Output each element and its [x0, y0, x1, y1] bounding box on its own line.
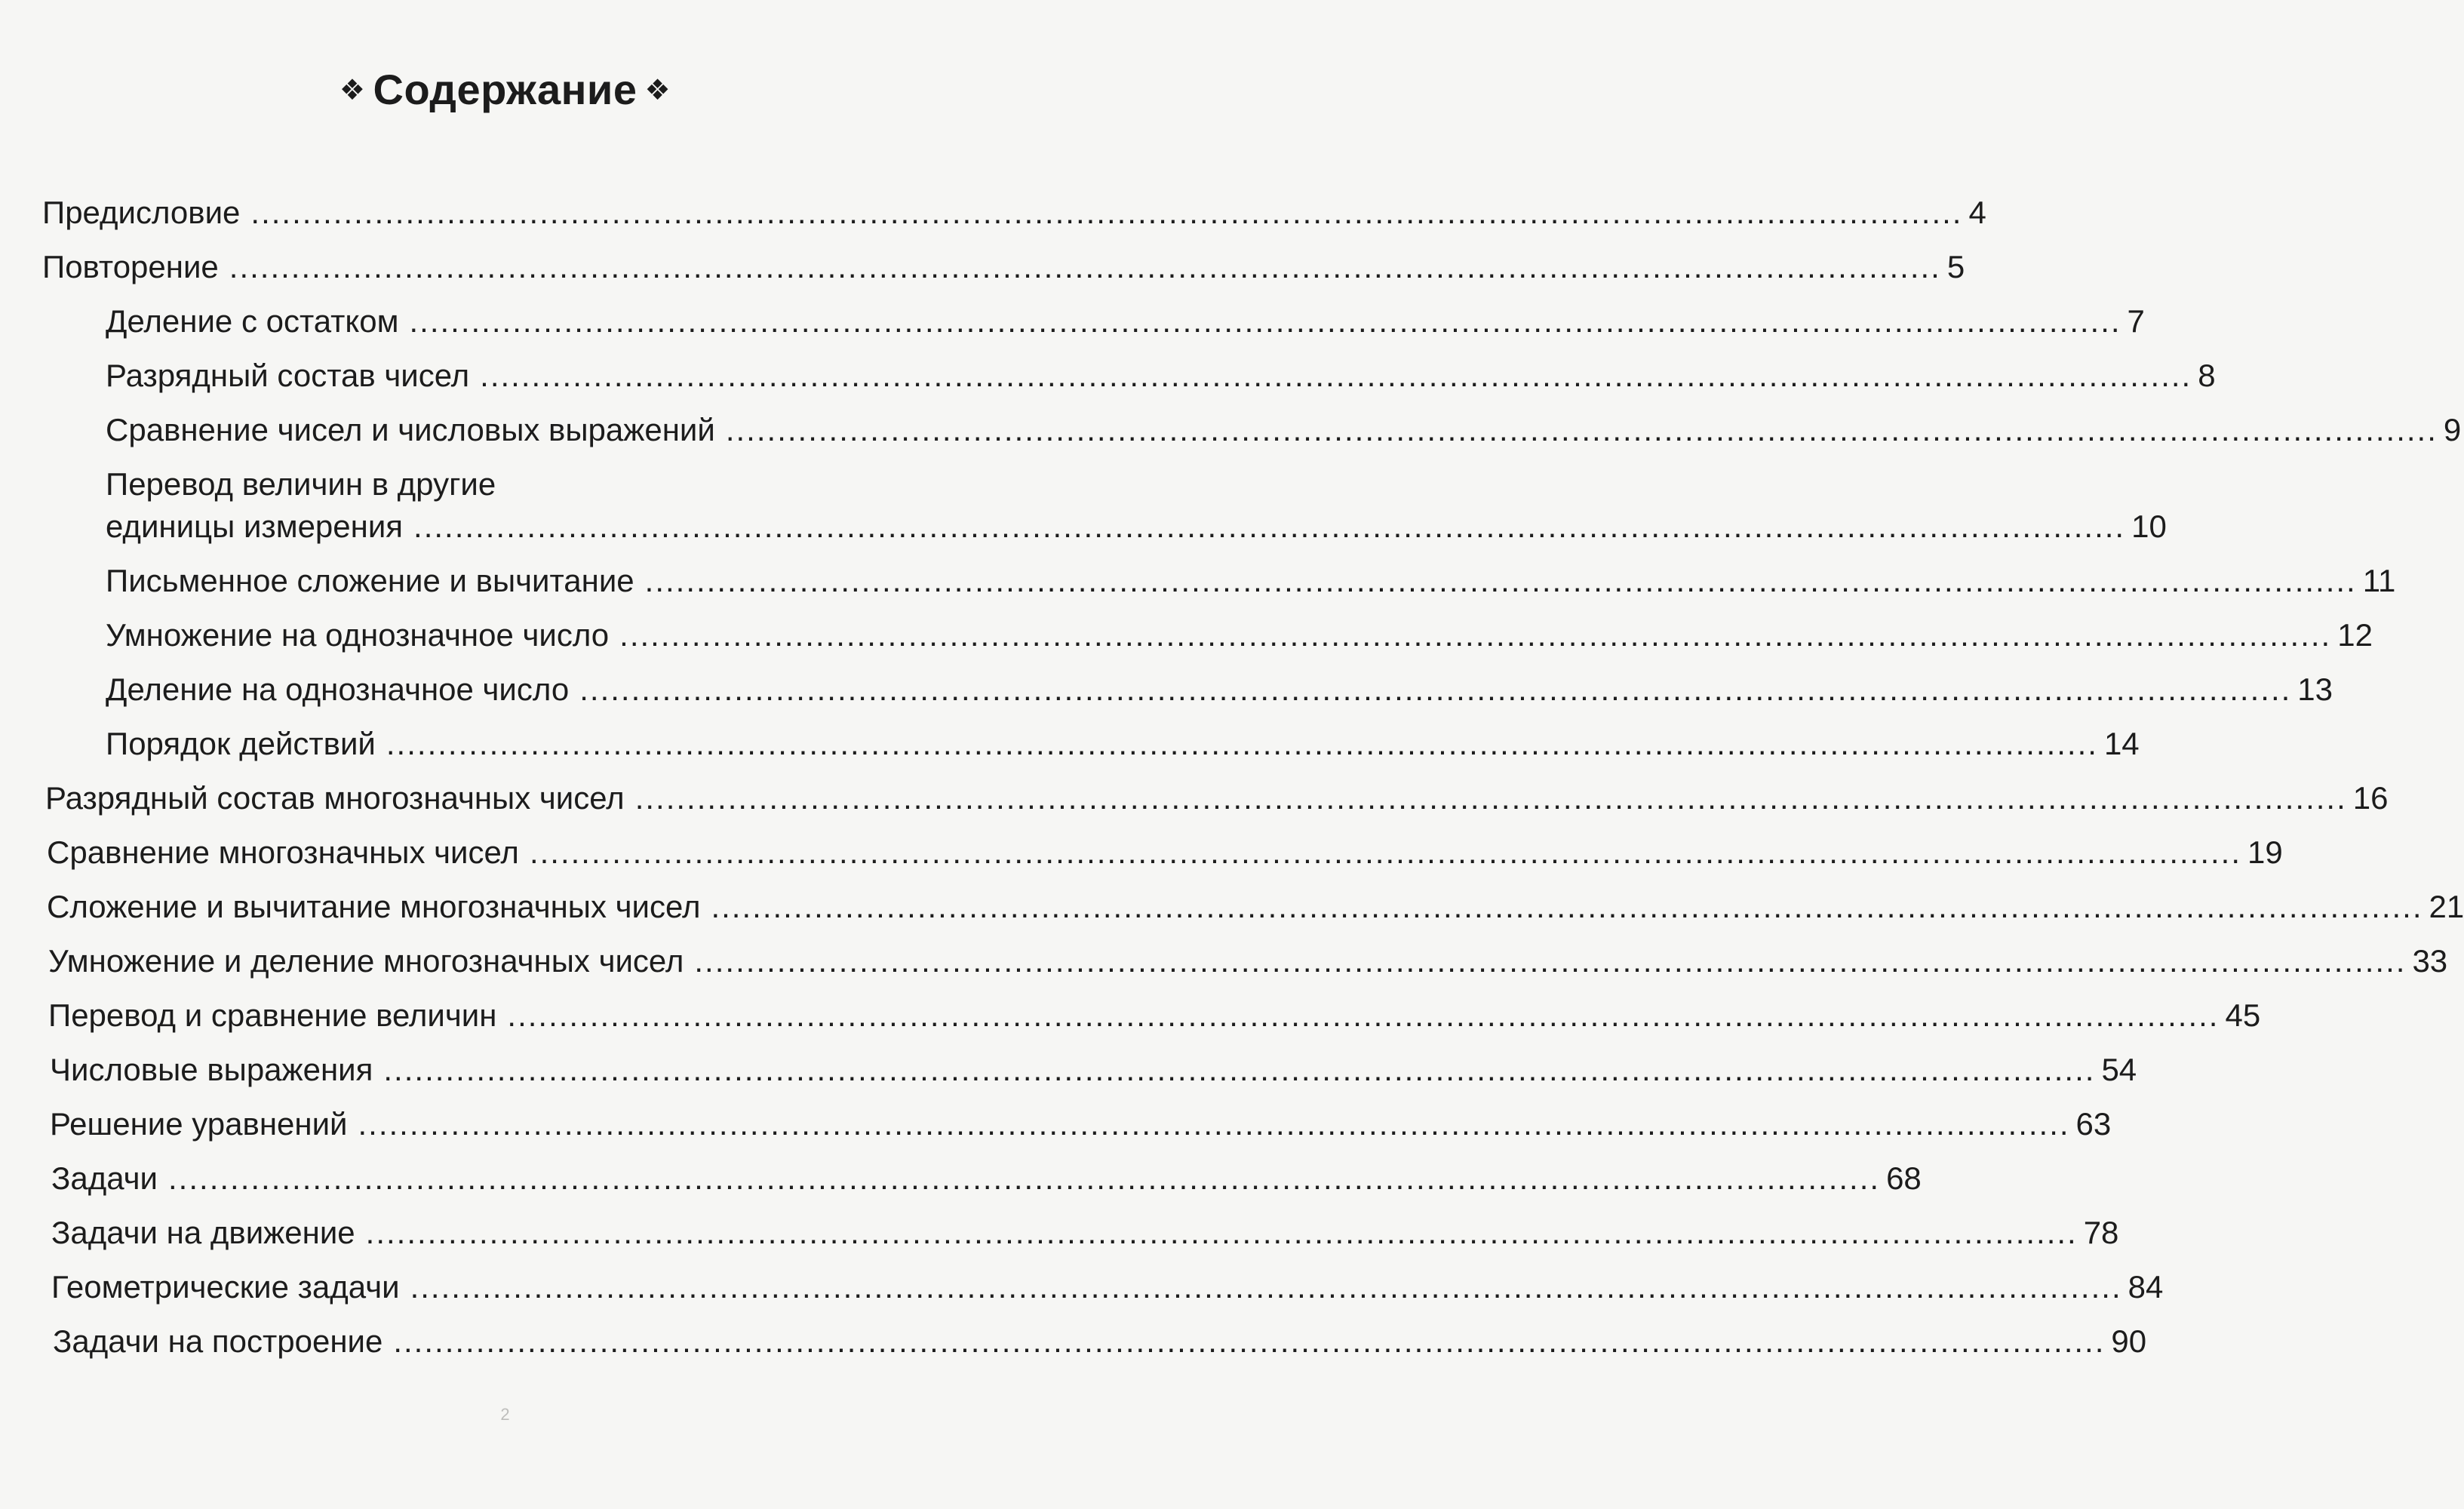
toc-entry-page: 33: [2412, 943, 2448, 979]
toc-entry[interactable]: [42, 192, 1986, 234]
toc-entry-label: Порядок действий: [106, 726, 376, 761]
toc-entry-label: Умножение и деление многозначных чисел: [48, 943, 684, 979]
dot-leader: ......................................................................................................................................................................: [250, 195, 1963, 230]
toc-entry[interactable]: [106, 506, 2167, 548]
dot-leader: ......................................................................................................................................................................: [725, 412, 2438, 447]
toc-entry[interactable]: [53, 1320, 2147, 1363]
toc-entry[interactable]: [48, 940, 2448, 982]
toc-entry-label: Сравнение многозначных чисел: [47, 834, 519, 870]
toc-entry[interactable]: [106, 614, 2373, 656]
dot-leader: ......................................................................................................................................................................: [410, 1269, 2122, 1305]
toc-entry-page: 16: [2352, 780, 2389, 816]
toc-entry[interactable]: [106, 300, 2145, 343]
dot-leader: ......................................................................................................................................................................: [229, 249, 1941, 284]
toc-entry[interactable]: [50, 1049, 2137, 1091]
toc-entry-page: 7: [2127, 303, 2145, 339]
dot-leader: ......................................................................................................................................................................: [168, 1160, 1881, 1196]
toc-entry-label: Числовые выражения: [50, 1052, 373, 1087]
toc-entry-label: Предисловие: [42, 195, 241, 230]
toc-entry-page: 4: [1968, 195, 1986, 230]
toc-entry-page: 54: [2101, 1052, 2137, 1087]
toc-entry-page: 14: [2103, 726, 2140, 761]
dot-leader: ......................................................................................................................................................................: [529, 834, 2241, 870]
toc-entry[interactable]: [42, 246, 1965, 288]
toc-entry-label: Деление на однозначное число: [106, 672, 570, 707]
toc-entry[interactable]: [50, 1103, 2112, 1145]
toc-entry-label: Повторение: [42, 249, 219, 284]
toc-entry-page: 21: [2429, 889, 2464, 924]
toc-entry-page: 8: [2198, 358, 2216, 393]
toc-entry[interactable]: [51, 1157, 1922, 1200]
toc-entry-page: 63: [2075, 1106, 2112, 1142]
toc-entry[interactable]: [106, 668, 2333, 711]
toc-entry-label: Сложение и вычитание многозначных чисел: [47, 889, 701, 924]
toc-entry-page: 84: [2128, 1269, 2164, 1305]
dot-leader: ......................................................................................................................................................................: [711, 889, 2423, 924]
dot-leader: ......................................................................................................................................................................: [383, 1052, 2096, 1087]
toc-entry-page: 90: [2111, 1323, 2147, 1359]
toc-entry-page: 45: [2225, 997, 2261, 1033]
toc-entry-label: Геометрические задачи: [51, 1269, 400, 1305]
toc-entry-label: Решение уравнений: [50, 1106, 348, 1142]
dot-leader: ......................................................................................................................................................................: [644, 563, 2357, 598]
dot-leader: ......................................................................................................................................................................: [480, 358, 2192, 393]
dot-leader: ......................................................................................................................................................................: [365, 1215, 2078, 1250]
toc-entry-label: Деление с остатком: [106, 303, 399, 339]
toc-entry[interactable]: [106, 560, 2396, 602]
title-text: Содержание: [373, 66, 638, 113]
toc-entry-page: 12: [2337, 617, 2373, 653]
toc-entry[interactable]: [45, 777, 2389, 819]
toc-entry[interactable]: [47, 831, 2283, 874]
toc-entry-label: Перевод величин в другие: [106, 466, 496, 502]
dot-leader: ......................................................................................................................................................................: [358, 1106, 2070, 1142]
toc-entry[interactable]: [48, 994, 2261, 1037]
dot-leader: ......................................................................................................................................................................: [413, 509, 2126, 544]
toc-entry-label: Письменное сложение и вычитание: [106, 563, 634, 598]
toc-entry[interactable]: [106, 409, 2462, 451]
toc-entry-label: Разрядный состав многозначных чисел: [45, 780, 625, 816]
toc-entry-page: 10: [2131, 509, 2167, 544]
toc-entry[interactable]: [51, 1212, 2119, 1254]
dot-leader: ......................................................................................................................................................................: [507, 997, 2220, 1033]
dot-leader: ......................................................................................................................................................................: [619, 617, 2332, 653]
toc-entry[interactable]: [106, 723, 2140, 765]
toc-entry-page: 5: [1946, 249, 1965, 284]
toc-entry[interactable]: [51, 1266, 2164, 1308]
dot-leader: ......................................................................................................................................................................: [409, 303, 2121, 339]
dot-leader: ......................................................................................................................................................................: [393, 1323, 2106, 1359]
toc-entry[interactable]: [47, 886, 2464, 928]
toc-entry-label: Задачи на построение: [53, 1323, 383, 1359]
ornament-right-icon: ❖: [644, 75, 671, 106]
toc-entry-page: 11: [2362, 563, 2396, 598]
toc-entry-page: 9: [2443, 412, 2462, 447]
toc-entry-label: Разрядный состав чисел: [106, 358, 470, 393]
toc-entry-page: 19: [2247, 834, 2283, 870]
dot-leader: ......................................................................................................................................................................: [634, 780, 2347, 816]
dot-leader: ......................................................................................................................................................................: [694, 943, 2407, 979]
toc-entry-label: Задачи на движение: [51, 1215, 355, 1250]
toc-entry-label: Сравнение чисел и числовых выражений: [106, 412, 715, 447]
toc-entry[interactable]: [106, 463, 951, 506]
ornament-left-icon: ❖: [339, 75, 366, 106]
toc-entry-label: Перевод и сравнение величин: [48, 997, 497, 1033]
toc-entry-page: 78: [2083, 1215, 2119, 1250]
page-number: 2: [500, 1405, 510, 1424]
dot-leader: ......................................................................................................................................................................: [386, 726, 2098, 761]
toc-entry-page: 13: [2297, 672, 2333, 707]
toc-entry-label: единицы измерения: [106, 509, 404, 544]
toc-entry-page: 68: [1886, 1160, 1922, 1196]
toc-entry-label: Задачи: [51, 1160, 158, 1196]
toc-entry-label: Умножение на однозначное число: [106, 617, 610, 653]
toc-entry[interactable]: [106, 355, 2216, 397]
dot-leader: ......................................................................................................................................................................: [579, 672, 2292, 707]
